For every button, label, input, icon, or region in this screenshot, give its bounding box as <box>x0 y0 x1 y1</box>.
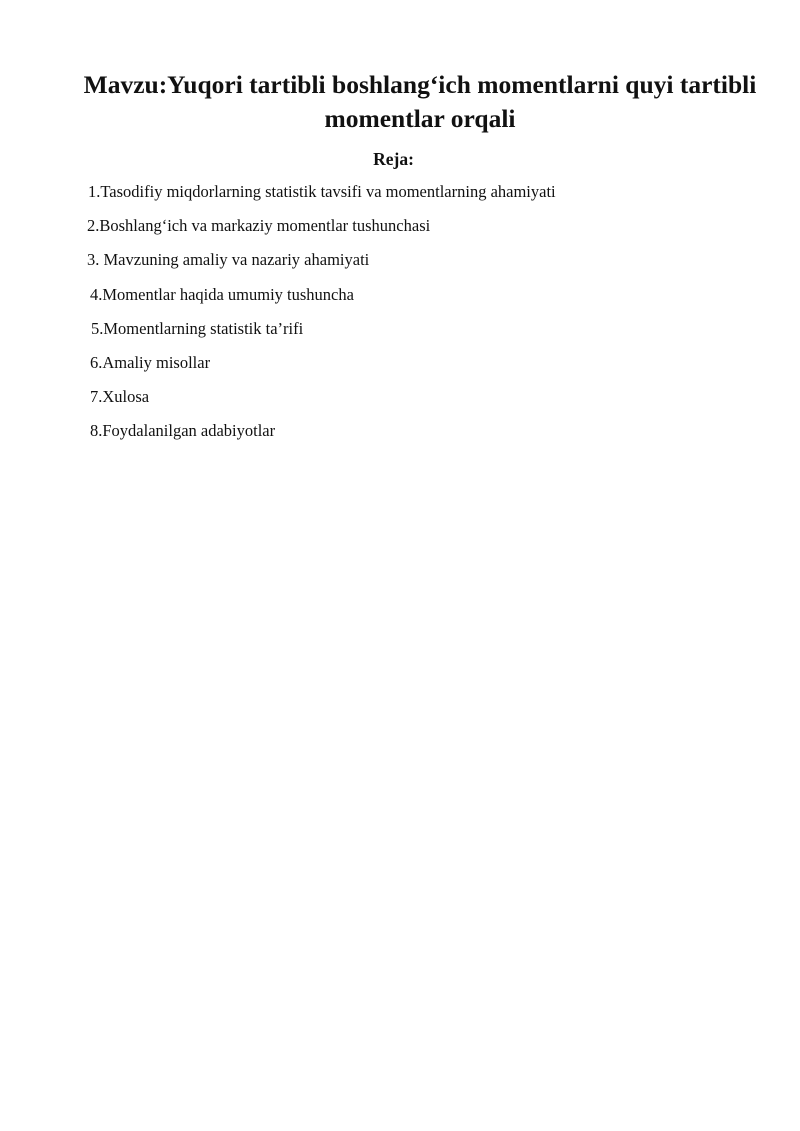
plan-item: 3. Mavzuning amaliy va nazariy ahamiyati <box>87 250 370 269</box>
plan-item: 5.Momentlarning statistik ta’rifi <box>91 319 304 338</box>
plan-item: 4.Momentlar haqida umumiy tushuncha <box>90 285 354 304</box>
plan-item: 7.Xulosa <box>90 387 150 406</box>
plan-item: 2.Boshlang‘ich va markaziy momentlar tushunchasi <box>87 216 431 235</box>
plan-item: 8.Foydalanilgan adabiyotlar <box>90 421 276 440</box>
plan-heading: Reja: <box>373 149 414 169</box>
document-title: Mavzu:Yuqori tartibli boshlang‘ich momentlarni quyi tartibli momentlar orqali <box>83 70 757 133</box>
plan-item: 1.Tasodifiy miqdorlarning statistik tavsifi va momentlarning ahamiyati <box>88 182 556 201</box>
plan-item: 6.Amaliy misollar <box>90 353 211 372</box>
